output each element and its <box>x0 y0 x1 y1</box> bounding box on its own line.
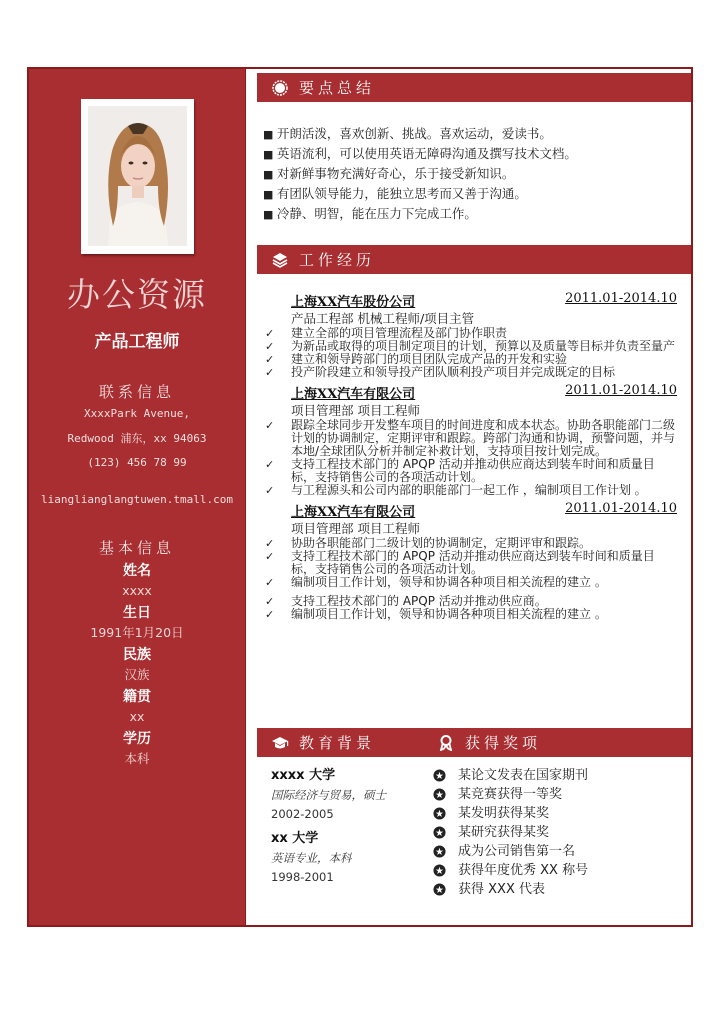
education-list <box>271 766 421 892</box>
school-name: xx 大学 <box>271 831 319 846</box>
job-role: 产品工程部 机械工程师/项目主管 <box>291 311 475 326</box>
award-ribbon-icon <box>437 734 455 752</box>
award-item: 获得年度优秀 XX 称号 <box>433 861 588 880</box>
candidate-name: 办公资源 <box>67 275 207 314</box>
summary-item: ■ 有团队领导能力，能独立思考而又善于沟通。 <box>263 184 577 204</box>
graduation-cap-icon <box>271 734 289 752</box>
job-dates: 2011.01-2014.10 <box>565 383 677 398</box>
field-value-ethnicity: 汉族 <box>124 667 150 682</box>
duty-item: ✓ 支持工程技术部门的 APQP 活动并推动供应商。 <box>265 594 547 608</box>
checkmark-icon: ✓ <box>265 576 275 589</box>
duty-item: ✓ 建立和领导跨部门的项目团队完成产品的开发和实验 <box>265 352 568 366</box>
job-role: 项目管理部 项目工程师 <box>291 403 420 418</box>
checkmark-icon: ✓ <box>265 340 275 353</box>
summary-item: ■ 英语流利，可以使用英语无障碍沟通及撰写技术文档。 <box>263 144 577 164</box>
awards-list <box>433 766 588 899</box>
star-circle-icon <box>433 769 446 782</box>
phone-number: (123) 456 78 99 <box>87 456 187 469</box>
duty-item: ✓ 与工程源头和公司内部的职能部门一起工作 ，编制项目工作计划 。 <box>265 483 647 497</box>
profile-photo-frame <box>81 99 194 254</box>
checkmark-icon: ✓ <box>265 353 275 366</box>
company-name: 上海XX汽车股份公司 <box>291 295 416 310</box>
award-item: 某研究获得某奖 <box>433 823 588 842</box>
job-list <box>263 291 677 625</box>
duty-item: ✓ 跟踪全球同步开发整车项目的时间进度和成本状态。协助各职能部门二级计划的协调制定，定期评审和跟踪。跨部门沟通和协调，预警问题，并与本地/全球团队分析并制定补救计划，支持项目按计划完成。 <box>265 418 676 458</box>
star-circle-icon <box>433 826 446 839</box>
duty-item: ✓ 建立全部的项目管理流程及部门协作职责 <box>265 326 508 340</box>
address-line-1: XxxxPark Avenue, <box>84 407 190 420</box>
duty-item: ✓ 编制项目工作计划，领导和协调各种项目相关流程的建立 。 <box>265 575 607 589</box>
company-name: 上海XX汽车有限公司 <box>291 505 416 520</box>
star-circle-icon <box>433 807 446 820</box>
school-years: 2002-2005 <box>271 807 334 821</box>
award-item: 成为公司销售第一名 <box>433 842 588 861</box>
contact-heading: 联系信息 <box>98 383 175 401</box>
school-name: xxxx 大学 <box>271 768 336 783</box>
checkmark-icon: ✓ <box>265 550 275 563</box>
summary-item: ■ 开朗活泼，喜欢创新、挑战。喜欢运动，爱读书。 <box>263 124 577 144</box>
layers-icon <box>271 251 289 269</box>
duty-item: ✓ 编制项目工作计划，领导和协调各种项目相关流程的建立 。 <box>265 607 607 621</box>
duty-item: ✓ 协助各职能部门二级计划的协调制定，定期评审和跟踪。 <box>265 536 592 550</box>
education-awards-header <box>257 728 691 757</box>
job-entry <box>263 383 677 497</box>
duty-item: ✓ 为新品或取得的项目制定项目的计划，预算以及质量等目标并负责至量产 <box>265 339 676 353</box>
basic-info-heading: 基本信息 <box>98 539 175 557</box>
checkmark-icon: ✓ <box>265 595 275 608</box>
checkmark-icon: ✓ <box>265 419 275 432</box>
field-value-hometown: xx <box>129 709 145 724</box>
summary-heading: 要点总结 <box>299 79 376 97</box>
summary-list <box>263 124 577 224</box>
awards-heading: 获得奖项 <box>465 734 542 752</box>
resume-page <box>27 67 693 927</box>
duty-item: ✓ 投产阶段建立和领导投产团队顺利投产项目并完成既定的目标 <box>265 365 616 379</box>
field-value-education: 本科 <box>124 751 150 766</box>
checkmark-icon: ✓ <box>265 484 275 497</box>
target-circle-icon <box>271 79 289 97</box>
award-item: 某发明获得某奖 <box>433 804 588 823</box>
school-years: 1998-2001 <box>271 870 334 884</box>
work-header <box>257 245 691 274</box>
checkmark-icon: ✓ <box>265 458 275 471</box>
award-item: 获得 XXX 代表 <box>433 880 588 899</box>
contact-section <box>29 381 245 512</box>
award-item: 某论文发表在国家期刊 <box>433 766 588 785</box>
field-label-education: 学历 <box>123 731 151 747</box>
job-entry <box>263 501 677 621</box>
job-dates: 2011.01-2014.10 <box>565 501 677 516</box>
job-entry <box>263 291 677 379</box>
basic-info-section <box>29 537 245 768</box>
star-circle-icon <box>433 788 446 801</box>
job-dates: 2011.01-2014.10 <box>565 291 677 306</box>
profile-photo <box>88 106 187 246</box>
job-title: 产品工程师 <box>94 332 180 352</box>
education-heading: 教育背景 <box>299 734 376 752</box>
field-label-ethnicity: 民族 <box>123 647 151 663</box>
field-label-name: 姓名 <box>123 563 151 579</box>
duty-item: ✓ 支持工程技术部门的 APQP 活动并推动供应商达到装车时间和质量目标，支持销售公司的各项活动计划。 <box>265 549 655 576</box>
job-role: 项目管理部 项目工程师 <box>291 521 420 536</box>
checkmark-icon: ✓ <box>265 537 275 550</box>
main-content <box>257 69 691 925</box>
address-line-2: Redwood 浦东，xx 94063 <box>67 431 207 445</box>
field-label-hometown: 籍贯 <box>123 689 151 705</box>
summary-header <box>257 73 691 102</box>
school-major: 英语专业，本科 <box>271 851 352 865</box>
company-name: 上海XX汽车有限公司 <box>291 387 416 402</box>
checkmark-icon: ✓ <box>265 327 275 340</box>
duty-item: ✓ 支持工程技术部门的 APQP 活动并推动供应商达到装车时间和质量目标，支持销售公司的各项活动计划。 <box>265 457 655 484</box>
email-address[interactable]: lianglianglangtuwen.tmall.com <box>40 492 234 506</box>
star-circle-icon <box>433 864 446 877</box>
portrait-image <box>88 106 187 246</box>
star-circle-icon <box>433 883 446 896</box>
summary-item: ■ 冷静、明智，能在压力下完成工作。 <box>263 204 577 224</box>
checkmark-icon: ✓ <box>265 366 275 379</box>
sidebar <box>29 69 246 925</box>
field-value-birthday: 1991年1月20日 <box>90 625 184 640</box>
field-label-birthday: 生日 <box>123 605 151 621</box>
field-value-name: xxxx <box>122 583 152 598</box>
summary-item: ■ 对新鲜事物充满好奇心，乐于接受新知识。 <box>263 164 577 184</box>
work-heading: 工作经历 <box>299 251 376 269</box>
star-circle-icon <box>433 845 446 858</box>
checkmark-icon: ✓ <box>265 608 275 621</box>
award-item: 某竞赛获得一等奖 <box>433 785 588 804</box>
school-major: 国际经济与贸易，硕士 <box>271 788 386 802</box>
